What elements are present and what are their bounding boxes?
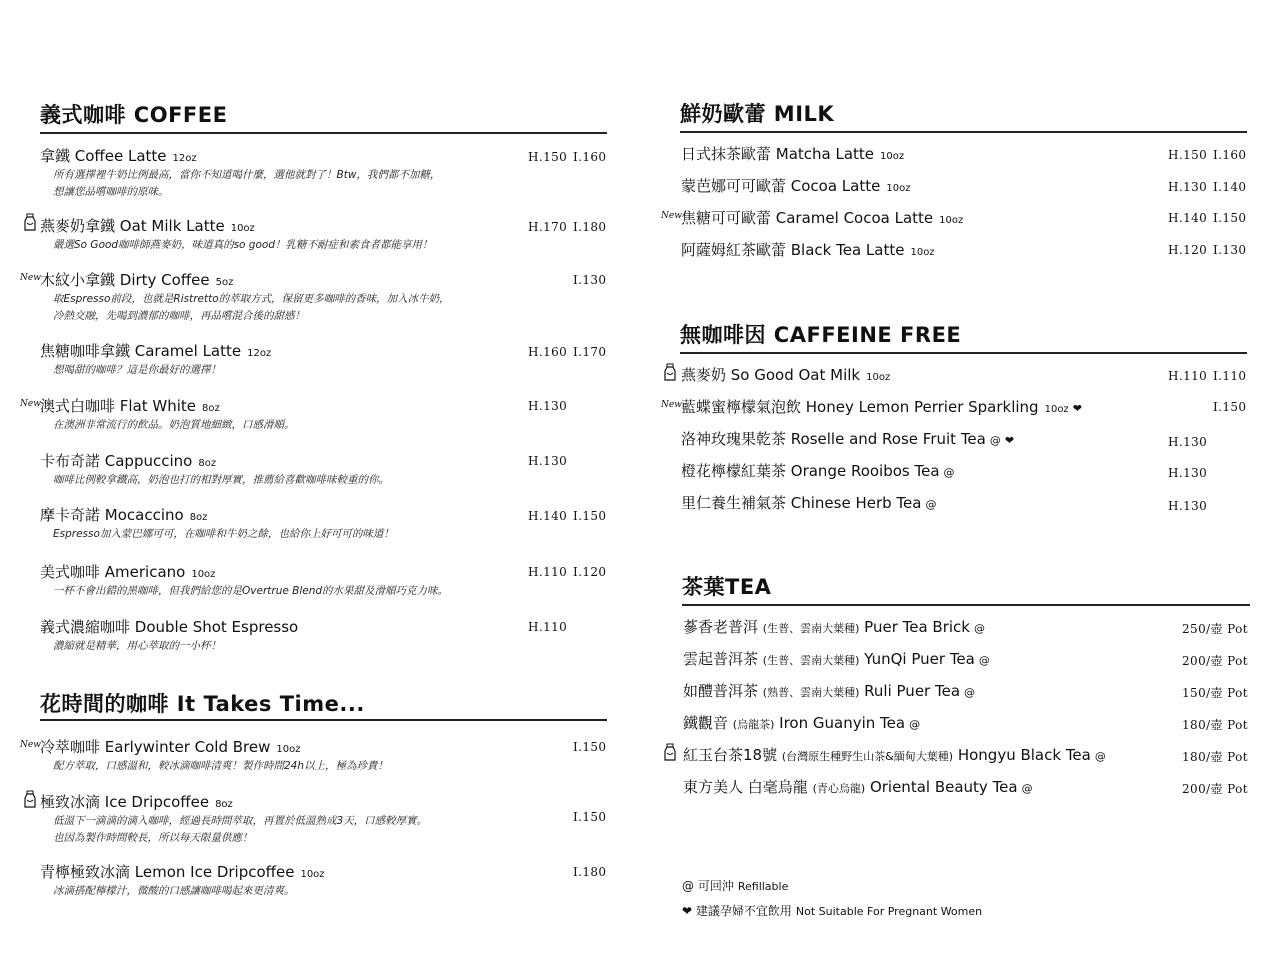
item-name: 蒙芭娜可可歐蕾 Cocoa Latte xyxy=(681,177,881,195)
menu-item xyxy=(681,460,955,481)
item-description: 也因為製作時間較長，所以每天限量供應！ xyxy=(53,832,253,844)
hot-price: H.110 xyxy=(528,565,568,579)
menu-item xyxy=(40,340,271,378)
iced-price: I.170 xyxy=(573,345,607,359)
legend-refillable xyxy=(682,877,788,894)
oat-milk-bottle-icon xyxy=(23,213,37,231)
item-description: 一杯不會出錯的黑咖啡，但我們給您的是Overtrue Blend的水果甜及滑順巧克力味。 xyxy=(53,585,449,597)
menu-item xyxy=(683,680,975,701)
menu-item xyxy=(681,364,890,385)
hot-price: H.110 xyxy=(1168,369,1208,383)
item-name: 鐵觀音 xyxy=(683,714,729,732)
iced-price: I.140 xyxy=(1213,180,1247,194)
item-note: (青心烏龍) xyxy=(812,782,866,795)
item-size: 10oz xyxy=(939,215,964,226)
hot-price: H.130 xyxy=(528,399,568,413)
item-description: 嚴選So Good咖啡師燕麥奶，味道真的so good！乳糖不耐症和素食者都能享用！ xyxy=(53,239,433,251)
item-name: 美式咖啡 Americano xyxy=(40,563,186,581)
refillable-icon: @ xyxy=(943,466,955,479)
item-size: 8oz xyxy=(215,799,233,810)
refillable-icon: @ xyxy=(925,498,937,511)
pot-price: 200/壺 Pot xyxy=(1182,654,1248,668)
item-description: 在澳洲非常流行的飲品。奶泡質地細緻，口感滑順。 xyxy=(53,419,295,431)
item-name: 如醴普洱茶 xyxy=(683,682,759,700)
oat-milk-bottle-icon xyxy=(663,363,677,381)
menu-item xyxy=(681,492,936,513)
item-size: 10oz xyxy=(230,223,255,234)
item-note: (烏龍茶) xyxy=(732,718,775,731)
item-description: 冷熱交融，先喝到濃郁的咖啡，再品嚐混合後的甜感！ xyxy=(53,310,305,322)
item-name: 焦糖咖啡拿鐵 Caramel Latte xyxy=(40,342,242,360)
hot-price: H.140 xyxy=(528,509,568,523)
refillable-icon: @ xyxy=(989,434,1001,447)
hot-price: H.130 xyxy=(1168,180,1208,194)
item-size: 10oz xyxy=(1044,404,1069,415)
item-size: 10oz xyxy=(880,151,905,162)
item-name: 燕麥奶拿鐵 Oat Milk Latte xyxy=(40,217,225,235)
iced-price: I.130 xyxy=(1213,243,1247,257)
menu-item xyxy=(681,239,935,260)
hot-price: H.120 xyxy=(1168,243,1208,257)
item-name: 卡布奇諾 Cappuccino xyxy=(40,452,193,470)
time-section-title: 花時間的咖啡 It Takes Time... xyxy=(40,692,365,716)
refillable-icon: @ xyxy=(1094,750,1106,763)
legend-pregnancy-en: Not Suitable For Pregnant Women xyxy=(795,905,983,918)
item-name: 里仁養生補氣茶 Chinese Herb Tea xyxy=(681,494,922,512)
pregnancy-warning-heart-icon: ❤ xyxy=(1004,434,1015,447)
pot-price: 200/壺 Pot xyxy=(1182,782,1248,796)
menu-item xyxy=(683,648,990,669)
coffee-section-title: 義式咖啡 COFFEE xyxy=(40,103,228,127)
item-size: 10oz xyxy=(866,372,891,383)
item-name: 橙花檸檬紅葉茶 Orange Rooibos Tea xyxy=(681,462,940,480)
pot-price: 180/壺 Pot xyxy=(1182,718,1248,732)
pregnancy-warning-heart-icon: ❤ xyxy=(682,904,693,918)
item-size: 12oz xyxy=(172,153,197,164)
refillable-icon: @ xyxy=(1021,782,1033,795)
menu-item xyxy=(683,776,1033,797)
legend-pregnancy-zh: 建議孕婦不宜飲用 xyxy=(695,904,792,918)
item-english-name: Iron Guanyin Tea xyxy=(779,714,906,732)
item-name: 蔘香老普洱 xyxy=(683,618,759,636)
item-english-name: YunQi Puer Tea xyxy=(864,650,975,668)
item-name: 義式濃縮咖啡 Double Shot Espresso xyxy=(40,618,299,636)
legend-refillable-zh: 可回沖 xyxy=(697,879,734,893)
item-name: 洛神玫瑰果乾茶 Roselle and Rose Fruit Tea xyxy=(681,430,986,448)
iced-price: I.150 xyxy=(573,509,607,523)
menu-item xyxy=(40,616,298,654)
item-description: 低溫下一滴滴的滴入咖啡，經過長時間萃取，再置於低溫熟成3天，口感較厚實。 xyxy=(53,815,428,827)
divider xyxy=(682,604,1250,606)
menu-item xyxy=(40,561,448,599)
item-name: 東方美人 白毫烏龍 xyxy=(683,778,808,796)
item-name: 雲起普洱茶 xyxy=(683,650,759,668)
iced-price: I.110 xyxy=(1213,369,1247,383)
item-note: (生普、雲南大葉種) xyxy=(762,622,860,635)
menu-item xyxy=(683,744,1106,765)
item-english-name: Oriental Beauty Tea xyxy=(869,778,1018,796)
refillable-icon: @ xyxy=(682,879,694,893)
item-description: 咖啡比例較拿鐵高，奶泡也打的相對厚實，推薦給喜歡咖啡味較重的你。 xyxy=(53,474,389,486)
menu-item xyxy=(40,791,427,846)
menu-item xyxy=(681,207,963,228)
item-name: 燕麥奶 So Good Oat Milk xyxy=(681,366,861,384)
item-name: 極致冰滴 Ice Dripcoffee xyxy=(40,793,210,811)
item-name: 日式抹茶歐蕾 Matcha Latte xyxy=(681,145,875,163)
pot-price: 180/壺 Pot xyxy=(1182,750,1248,764)
new-badge: New xyxy=(20,740,41,750)
item-description: 想喝甜的咖啡？這是你最好的選擇！ xyxy=(53,364,221,376)
menu-item xyxy=(40,395,295,433)
oat-milk-bottle-icon xyxy=(663,743,677,761)
menu-item xyxy=(40,736,388,774)
item-description: 冰滴搭配檸檬汁，微酸的口感讓咖啡喝起來更清爽。 xyxy=(53,885,295,897)
new-badge: New xyxy=(20,273,41,283)
refillable-icon: @ xyxy=(909,718,921,731)
iced-price: I.180 xyxy=(573,865,607,879)
divider xyxy=(680,131,1247,133)
item-description: Espresso加入蒙巴娜可可，在咖啡和牛奶之餘，也給你上好可可的味道！ xyxy=(53,528,394,540)
menu-item xyxy=(40,450,389,488)
item-size: 12oz xyxy=(247,348,272,359)
hot-price: H.130 xyxy=(1168,499,1208,513)
pregnancy-warning-heart-icon: ❤ xyxy=(1072,402,1082,415)
hot-price: H.150 xyxy=(528,150,568,164)
hot-price: H.140 xyxy=(1168,211,1208,225)
legend-pregnancy xyxy=(682,902,982,919)
refillable-icon: @ xyxy=(964,686,976,699)
iced-price: I.150 xyxy=(1213,211,1247,225)
menu-item xyxy=(40,215,433,253)
divider xyxy=(680,352,1247,354)
item-description: 取Espresso前段，也就是Ristretto的萃取方式，保留更多咖啡的香味，加入冰牛奶， xyxy=(53,293,450,305)
hot-price: H.130 xyxy=(528,454,568,468)
divider xyxy=(40,719,607,721)
new-badge: New xyxy=(661,211,682,221)
item-note: (台灣原生種野生山茶&緬甸大葉種) xyxy=(781,750,954,763)
legend-refillable-en: Refillable xyxy=(737,880,789,893)
item-note: (熟普、雲南大葉種) xyxy=(762,686,860,699)
iced-price: I.150 xyxy=(1213,400,1247,414)
item-size: 8oz xyxy=(189,512,208,523)
iced-price: I.180 xyxy=(573,220,607,234)
refillable-icon: @ xyxy=(978,654,990,667)
item-description: 所有選擇裡牛奶比例最高，當你不知道喝什麼，選他就對了！Btw，我們都不加糖， xyxy=(53,169,441,181)
item-english-name: Hongyu Black Tea xyxy=(957,746,1091,764)
item-size: 8oz xyxy=(198,458,217,469)
iced-price: I.150 xyxy=(573,810,607,824)
item-size: 8oz xyxy=(202,403,220,414)
item-name: 阿薩姆紅茶歐蕾 Black Tea Latte xyxy=(681,241,905,259)
item-size: 10oz xyxy=(276,744,301,755)
oat-milk-bottle-icon xyxy=(23,790,37,808)
pot-price: 250/壺 Pot xyxy=(1182,622,1248,636)
menu-item xyxy=(683,616,985,637)
item-name: 摩卡奇諾 Mocaccino xyxy=(40,506,184,524)
item-name: 木紋小拿鐵 Dirty Coffee xyxy=(40,271,210,289)
iced-price: I.160 xyxy=(573,150,607,164)
menu-item xyxy=(681,396,1082,417)
iced-price: I.160 xyxy=(1213,148,1247,162)
item-name: 拿鐵 Coffee Latte xyxy=(40,147,167,165)
hot-price: H.130 xyxy=(1168,466,1208,480)
item-english-name: Puer Tea Brick xyxy=(864,618,970,636)
menu-item xyxy=(681,175,910,196)
item-name: 青檸極致冰滴 Lemon Ice Dripcoffee xyxy=(40,863,295,881)
menu-item xyxy=(40,861,325,899)
caffeine-free-section-title: 無咖啡因 CAFFEINE FREE xyxy=(680,323,962,347)
menu-item xyxy=(683,712,920,733)
new-badge: New xyxy=(20,399,41,409)
iced-price: I.150 xyxy=(573,740,607,754)
item-english-name: Ruli Puer Tea xyxy=(864,682,961,700)
item-note: (生普、雲南大葉種) xyxy=(762,654,860,667)
new-badge: New xyxy=(661,400,682,410)
divider xyxy=(40,132,607,134)
menu-item xyxy=(40,145,440,200)
iced-price: I.120 xyxy=(573,565,607,579)
pot-price: 150/壺 Pot xyxy=(1182,686,1248,700)
item-description: 想讓您品嚐咖啡的原味。 xyxy=(53,186,169,198)
refillable-icon: @ xyxy=(974,622,985,635)
menu-item xyxy=(40,269,450,324)
item-name: 藍蝶蜜檸檬氣泡飲 Honey Lemon Perrier Sparkling xyxy=(681,398,1039,416)
item-size: 10oz xyxy=(910,247,935,258)
item-size: 10oz xyxy=(191,569,216,580)
hot-price: H.130 xyxy=(1168,435,1208,449)
hot-price: H.170 xyxy=(528,220,568,234)
hot-price: H.150 xyxy=(1168,148,1208,162)
item-name: 焦糖可可歐蕾 Caramel Cocoa Latte xyxy=(681,209,934,227)
tea-section-title: 茶葉TEA xyxy=(682,575,772,599)
item-description: 配方萃取，口感溫和，較冰滴咖啡清爽！製作時間24h以上，極為珍貴！ xyxy=(53,760,389,772)
milk-section-title: 鮮奶歐蕾 MILK xyxy=(680,102,835,126)
hot-price: H.110 xyxy=(528,620,568,634)
hot-price: H.160 xyxy=(528,345,568,359)
menu-item xyxy=(40,504,394,542)
item-description: 濃縮就是精華，用心萃取的一小杯！ xyxy=(53,640,221,652)
item-name: 澳式白咖啡 Flat White xyxy=(40,397,197,415)
menu-item xyxy=(681,428,1014,449)
item-size: 10oz xyxy=(300,869,325,880)
item-name: 冷萃咖啡 Earlywinter Cold Brew xyxy=(40,738,271,756)
item-name: 紅玉台茶18號 xyxy=(683,746,778,764)
item-size: 5oz xyxy=(215,277,234,288)
menu-item xyxy=(681,143,904,164)
iced-price: I.130 xyxy=(573,273,607,287)
item-size: 10oz xyxy=(886,183,911,194)
